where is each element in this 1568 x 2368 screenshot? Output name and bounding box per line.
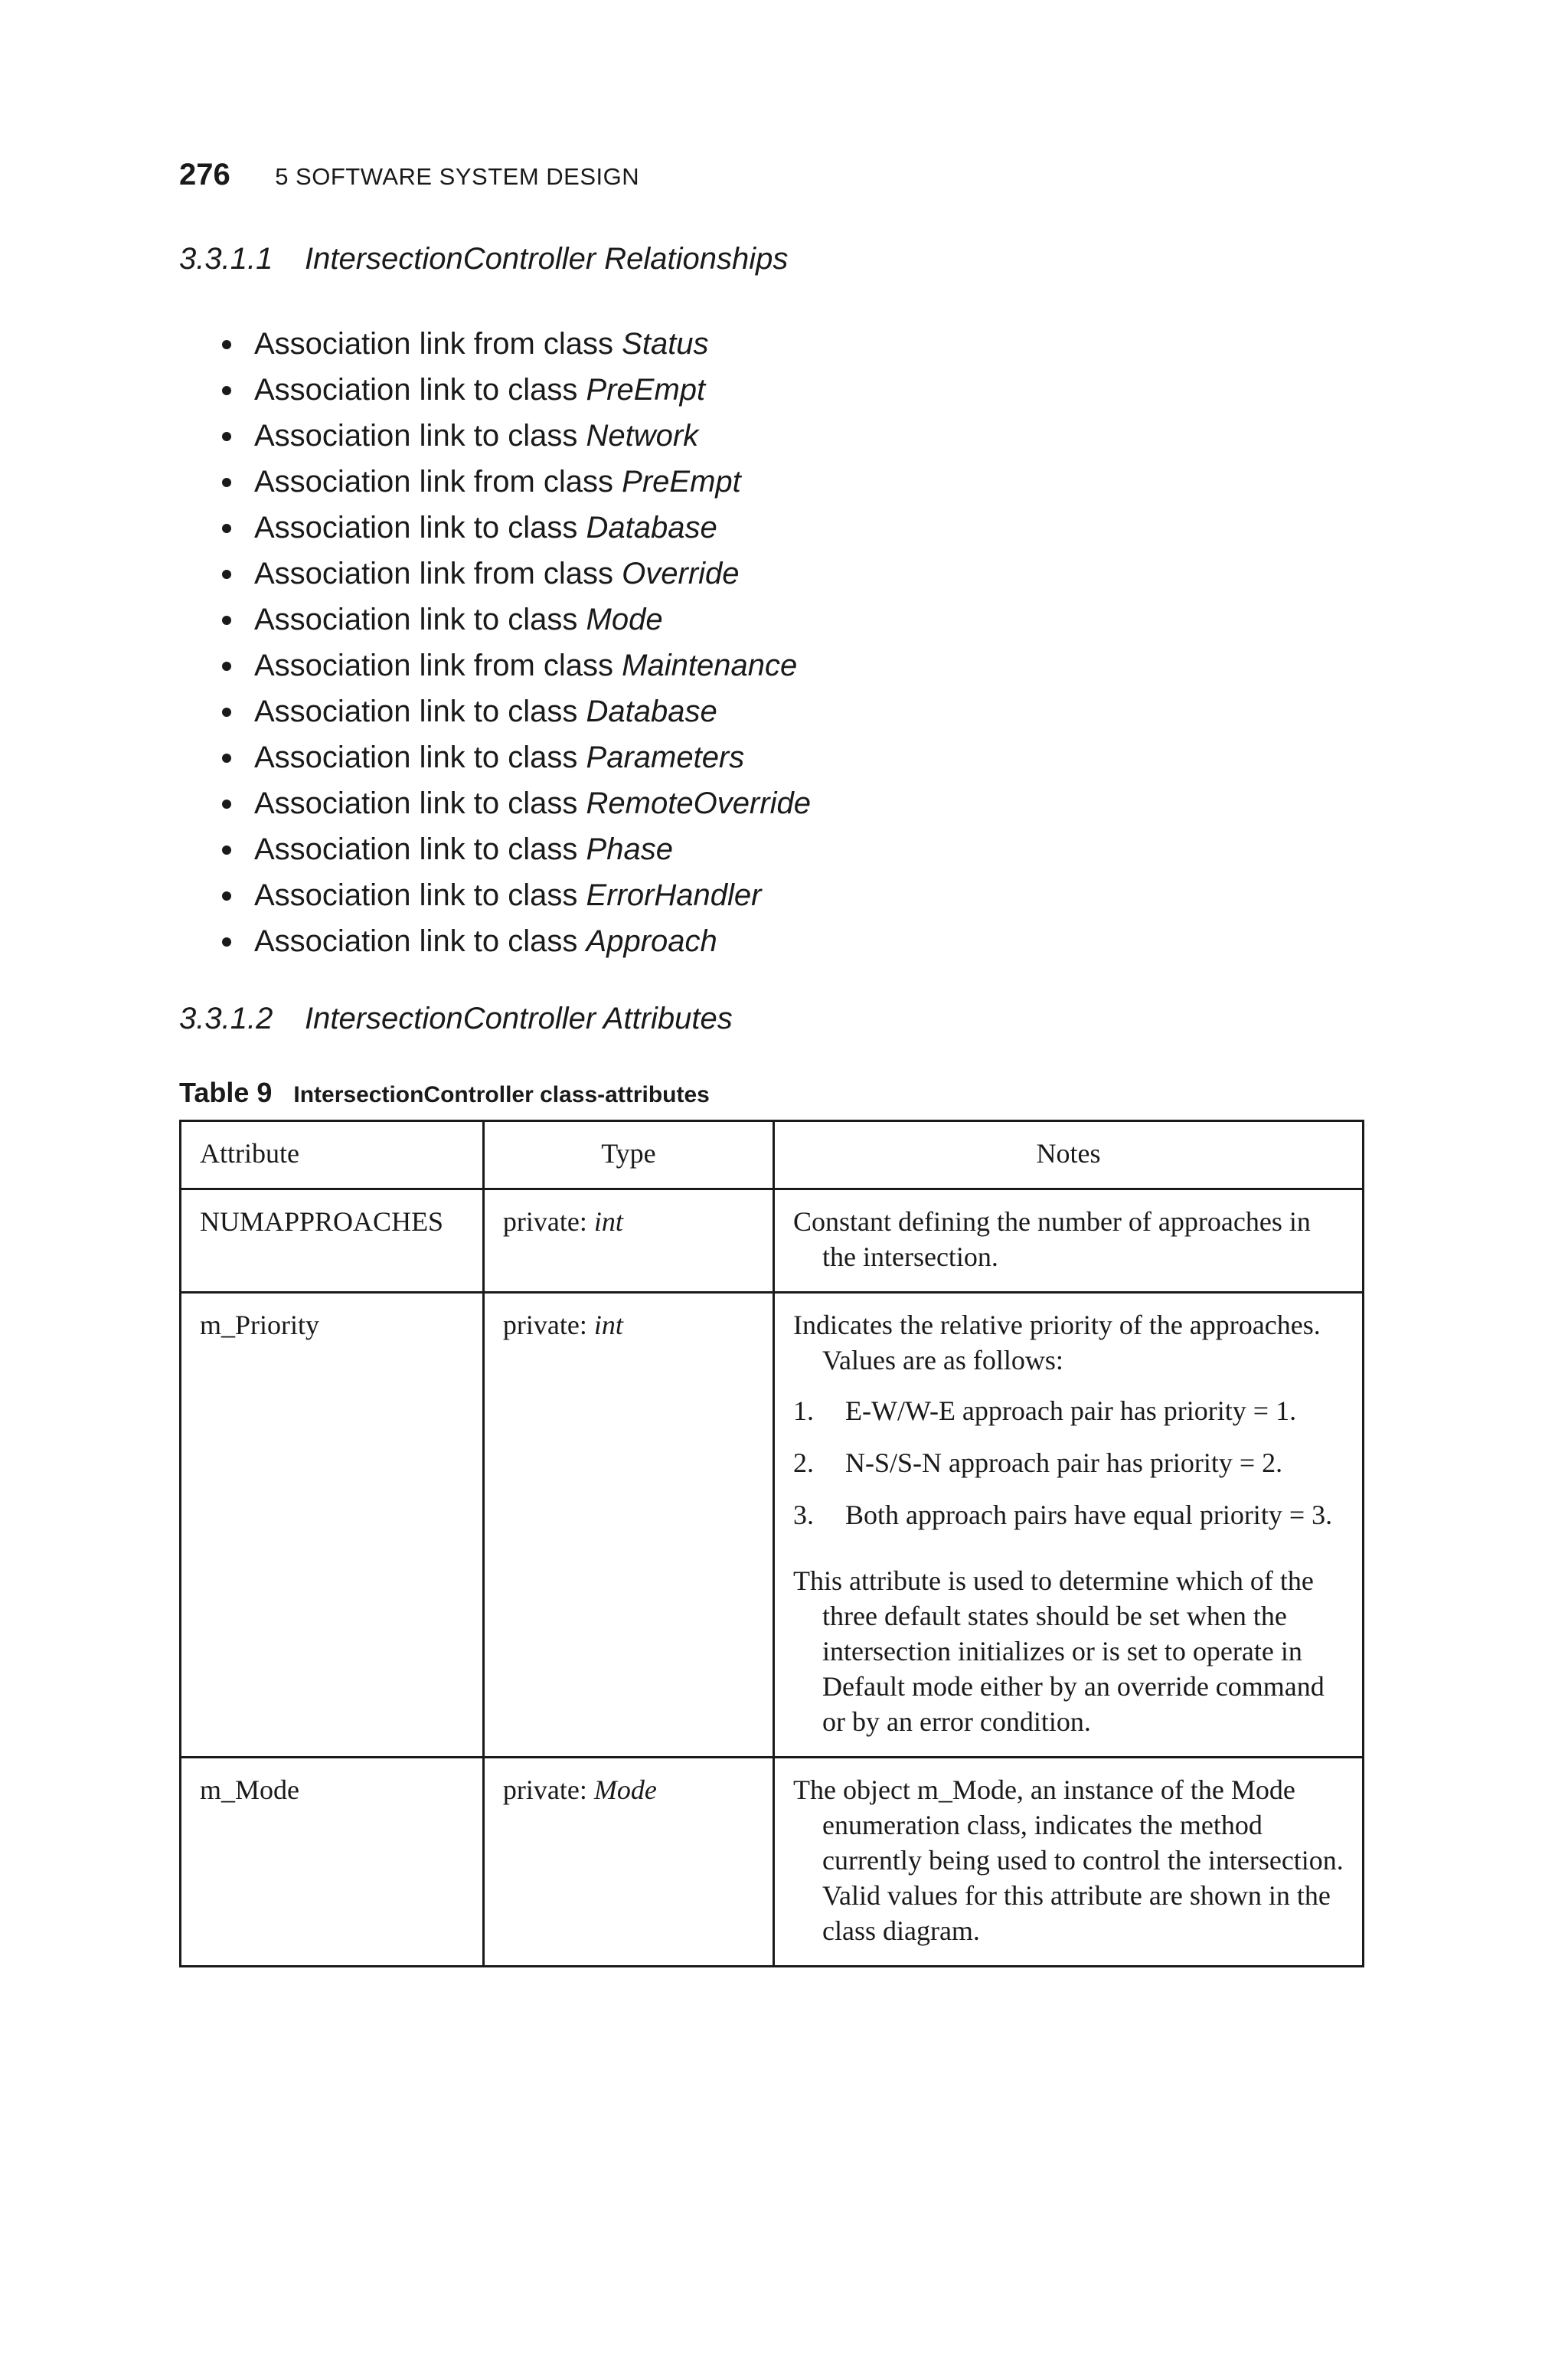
cell-notes	[774, 1293, 1364, 1758]
type-prefix: private:	[502, 1310, 594, 1340]
item-text: Association link from class	[254, 649, 622, 682]
column-header-type: Type	[483, 1121, 773, 1189]
item-text: Association link to class	[254, 511, 586, 545]
cell-type	[483, 1758, 773, 1967]
list-item	[222, 417, 811, 463]
bullet-icon	[222, 754, 231, 763]
column-header-attribute: Attribute	[181, 1121, 484, 1189]
column-header-notes: Notes	[774, 1121, 1364, 1189]
list-item	[222, 692, 811, 738]
item-class-name: PreEmpt	[586, 373, 706, 407]
section-number: 3.3.1.2	[179, 1002, 273, 1035]
type-name: int	[593, 1310, 623, 1340]
notes-intro: Indicates the relative priority of the approaches. Values are as follows:	[793, 1310, 1321, 1375]
item-class-name: Approach	[586, 924, 717, 958]
item-class-name: Status	[622, 327, 709, 361]
item-text: Association link to class	[254, 419, 586, 453]
item-text: Association link to class	[254, 695, 586, 728]
bullet-icon	[222, 524, 231, 533]
list-item	[222, 371, 811, 417]
table-title: IntersectionController class-attributes	[293, 1082, 710, 1107]
running-head	[179, 158, 639, 192]
cell-type	[483, 1293, 773, 1758]
item-text: Association link to class	[254, 603, 586, 636]
notes-text: The object m_Mode, an instance of the Mode enumeration class, indicates the method currently being used to control the intersection. Valid values for this attribute are shown in the class diagram.	[793, 1774, 1344, 1946]
bullet-icon	[222, 845, 231, 855]
type-prefix: private:	[502, 1206, 594, 1237]
item-text: N-S/S-N approach pair has priority = 2.	[845, 1447, 1283, 1478]
item-class-name: Mode	[586, 603, 663, 636]
item-class-name: Phase	[586, 832, 673, 866]
section-heading-attributes	[179, 1002, 733, 1036]
list-item	[222, 738, 811, 784]
section-title: IntersectionController Relationships	[305, 242, 789, 276]
item-text: Association link to class	[254, 878, 586, 912]
bullet-icon	[222, 478, 231, 487]
item-number: 3.	[793, 1500, 814, 1530]
item-class-name: PreEmpt	[622, 465, 741, 499]
item-text: Association link to class	[254, 924, 586, 958]
item-class-name: Network	[586, 419, 699, 453]
section-number: 3.3.1.1	[179, 242, 273, 276]
table-row	[181, 1189, 1364, 1293]
section-heading-relationships	[179, 242, 788, 276]
cell-type	[483, 1189, 773, 1293]
chapter-heading: 5 SOFTWARE SYSTEM DESIGN	[275, 163, 640, 190]
table-header-row	[181, 1121, 1364, 1189]
item-text: Association link from class	[254, 327, 622, 361]
bullet-icon	[222, 708, 231, 717]
list-item	[222, 922, 811, 968]
item-text: Association link to class	[254, 373, 586, 407]
bullet-icon	[222, 616, 231, 625]
item-text: E-W/W-E approach pair has priority = 1.	[845, 1395, 1297, 1426]
list-item	[222, 600, 811, 646]
list-item	[222, 554, 811, 600]
bullet-icon	[222, 432, 231, 441]
item-class-name: Parameters	[586, 741, 745, 774]
bullet-icon	[222, 662, 231, 671]
notes-outro: This attribute is used to determine which of the three default states should be set when the intersection initializes or is set to operate in Default mode either by an override command or by an error condition.	[793, 1565, 1325, 1737]
item-text: Association link from class	[254, 465, 622, 499]
item-number: 1.	[793, 1395, 814, 1426]
list-item	[222, 784, 811, 830]
table-label: Table 9	[179, 1077, 273, 1108]
list-item	[793, 1445, 1344, 1480]
item-class-name: Maintenance	[622, 649, 798, 682]
table-caption	[179, 1077, 710, 1109]
cell-attribute: NUMAPPROACHES	[181, 1189, 484, 1293]
item-class-name: Override	[622, 557, 740, 590]
item-class-name: Database	[586, 695, 717, 728]
cell-attribute: m_Mode	[181, 1758, 484, 1967]
item-text: Association link to class	[254, 741, 586, 774]
item-class-name: ErrorHandler	[586, 878, 762, 912]
attributes-table	[179, 1120, 1364, 1967]
priority-values-list	[793, 1393, 1344, 1532]
list-item	[222, 830, 811, 876]
bullet-icon	[222, 340, 231, 349]
cell-notes	[774, 1189, 1364, 1293]
item-text: Both approach pairs have equal priority = 3.	[845, 1500, 1333, 1530]
list-item	[793, 1497, 1344, 1532]
item-text: Association link to class	[254, 832, 586, 866]
item-class-name: Database	[586, 511, 717, 545]
page-number: 276	[179, 158, 230, 191]
item-text: Association link to class	[254, 787, 586, 820]
bullet-icon	[222, 570, 231, 579]
list-item	[222, 876, 811, 922]
relationships-list	[222, 325, 811, 968]
table-row	[181, 1758, 1364, 1967]
list-item	[222, 646, 811, 692]
table-row	[181, 1293, 1364, 1758]
bullet-icon	[222, 386, 231, 395]
list-item	[793, 1393, 1344, 1428]
bullet-icon	[222, 891, 231, 901]
item-class-name: RemoteOverride	[586, 787, 811, 820]
cell-attribute: m_Priority	[181, 1293, 484, 1758]
type-name: int	[593, 1206, 623, 1237]
cell-notes	[774, 1758, 1364, 1967]
list-item	[222, 325, 811, 371]
type-name: Mode	[593, 1774, 657, 1805]
list-item	[222, 509, 811, 554]
section-title: IntersectionController Attributes	[305, 1002, 733, 1035]
bullet-icon	[222, 937, 231, 947]
item-number: 2.	[793, 1447, 814, 1478]
item-text: Association link from class	[254, 557, 622, 590]
notes-text: Constant defining the number of approaches in the intersection.	[793, 1206, 1311, 1272]
bullet-icon	[222, 800, 231, 809]
list-item	[222, 463, 811, 509]
type-prefix: private:	[502, 1774, 594, 1805]
